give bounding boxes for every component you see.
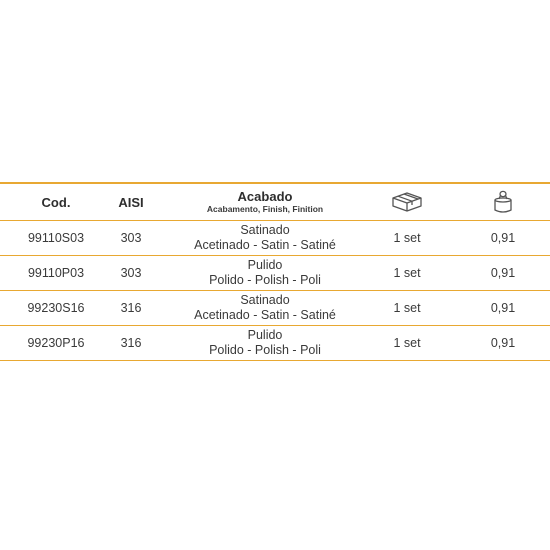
row-qty: 1 set (393, 336, 421, 350)
row-finish-primary: Satinado (240, 293, 290, 307)
header-code: Cod. (41, 194, 71, 210)
row-qty: 1 set (393, 266, 421, 280)
table-row (0, 326, 550, 360)
row-aisi: 316 (120, 336, 142, 350)
row-finish-translations: Polido - Polish - Poli (209, 343, 321, 357)
header-finish-title: Acabado (237, 189, 293, 204)
row-aisi: 303 (120, 231, 142, 245)
row-code: 99110S03 (27, 231, 85, 245)
row-finish (170, 221, 360, 255)
row-price: 0,91 (490, 231, 516, 245)
bottom-rule (0, 360, 550, 361)
row-qty: 1 set (393, 231, 421, 245)
table-row (0, 256, 550, 290)
row-finish (170, 291, 360, 325)
weight-icon (456, 184, 550, 220)
row-price: 0,91 (490, 266, 516, 280)
row-finish (170, 256, 360, 290)
row-code: 99230P16 (27, 336, 85, 350)
row-finish-translations: Acetinado - Satin - Satiné (194, 308, 336, 322)
row-aisi: 316 (120, 301, 142, 315)
header-aisi: AISI (118, 194, 144, 210)
header-finish (170, 184, 360, 220)
row-finish (170, 326, 360, 360)
row-price: 0,91 (490, 336, 516, 350)
row-finish-primary: Pulido (247, 328, 283, 342)
product-table (0, 182, 550, 361)
table-row (0, 221, 550, 255)
header-finish-subtitle: Acabamento, Finish, Finition (206, 204, 324, 214)
table-header (0, 184, 550, 220)
row-aisi: 303 (120, 266, 142, 280)
row-code: 99230S16 (27, 301, 85, 315)
row-code: 99110P03 (27, 266, 85, 280)
row-qty: 1 set (393, 301, 421, 315)
box-icon (362, 184, 452, 220)
row-finish-translations: Polido - Polish - Poli (209, 273, 321, 287)
row-finish-translations: Acetinado - Satin - Satiné (194, 238, 336, 252)
row-finish-primary: Pulido (247, 258, 283, 272)
row-finish-primary: Satinado (240, 223, 290, 237)
row-price: 0,91 (490, 301, 516, 315)
table-row (0, 291, 550, 325)
